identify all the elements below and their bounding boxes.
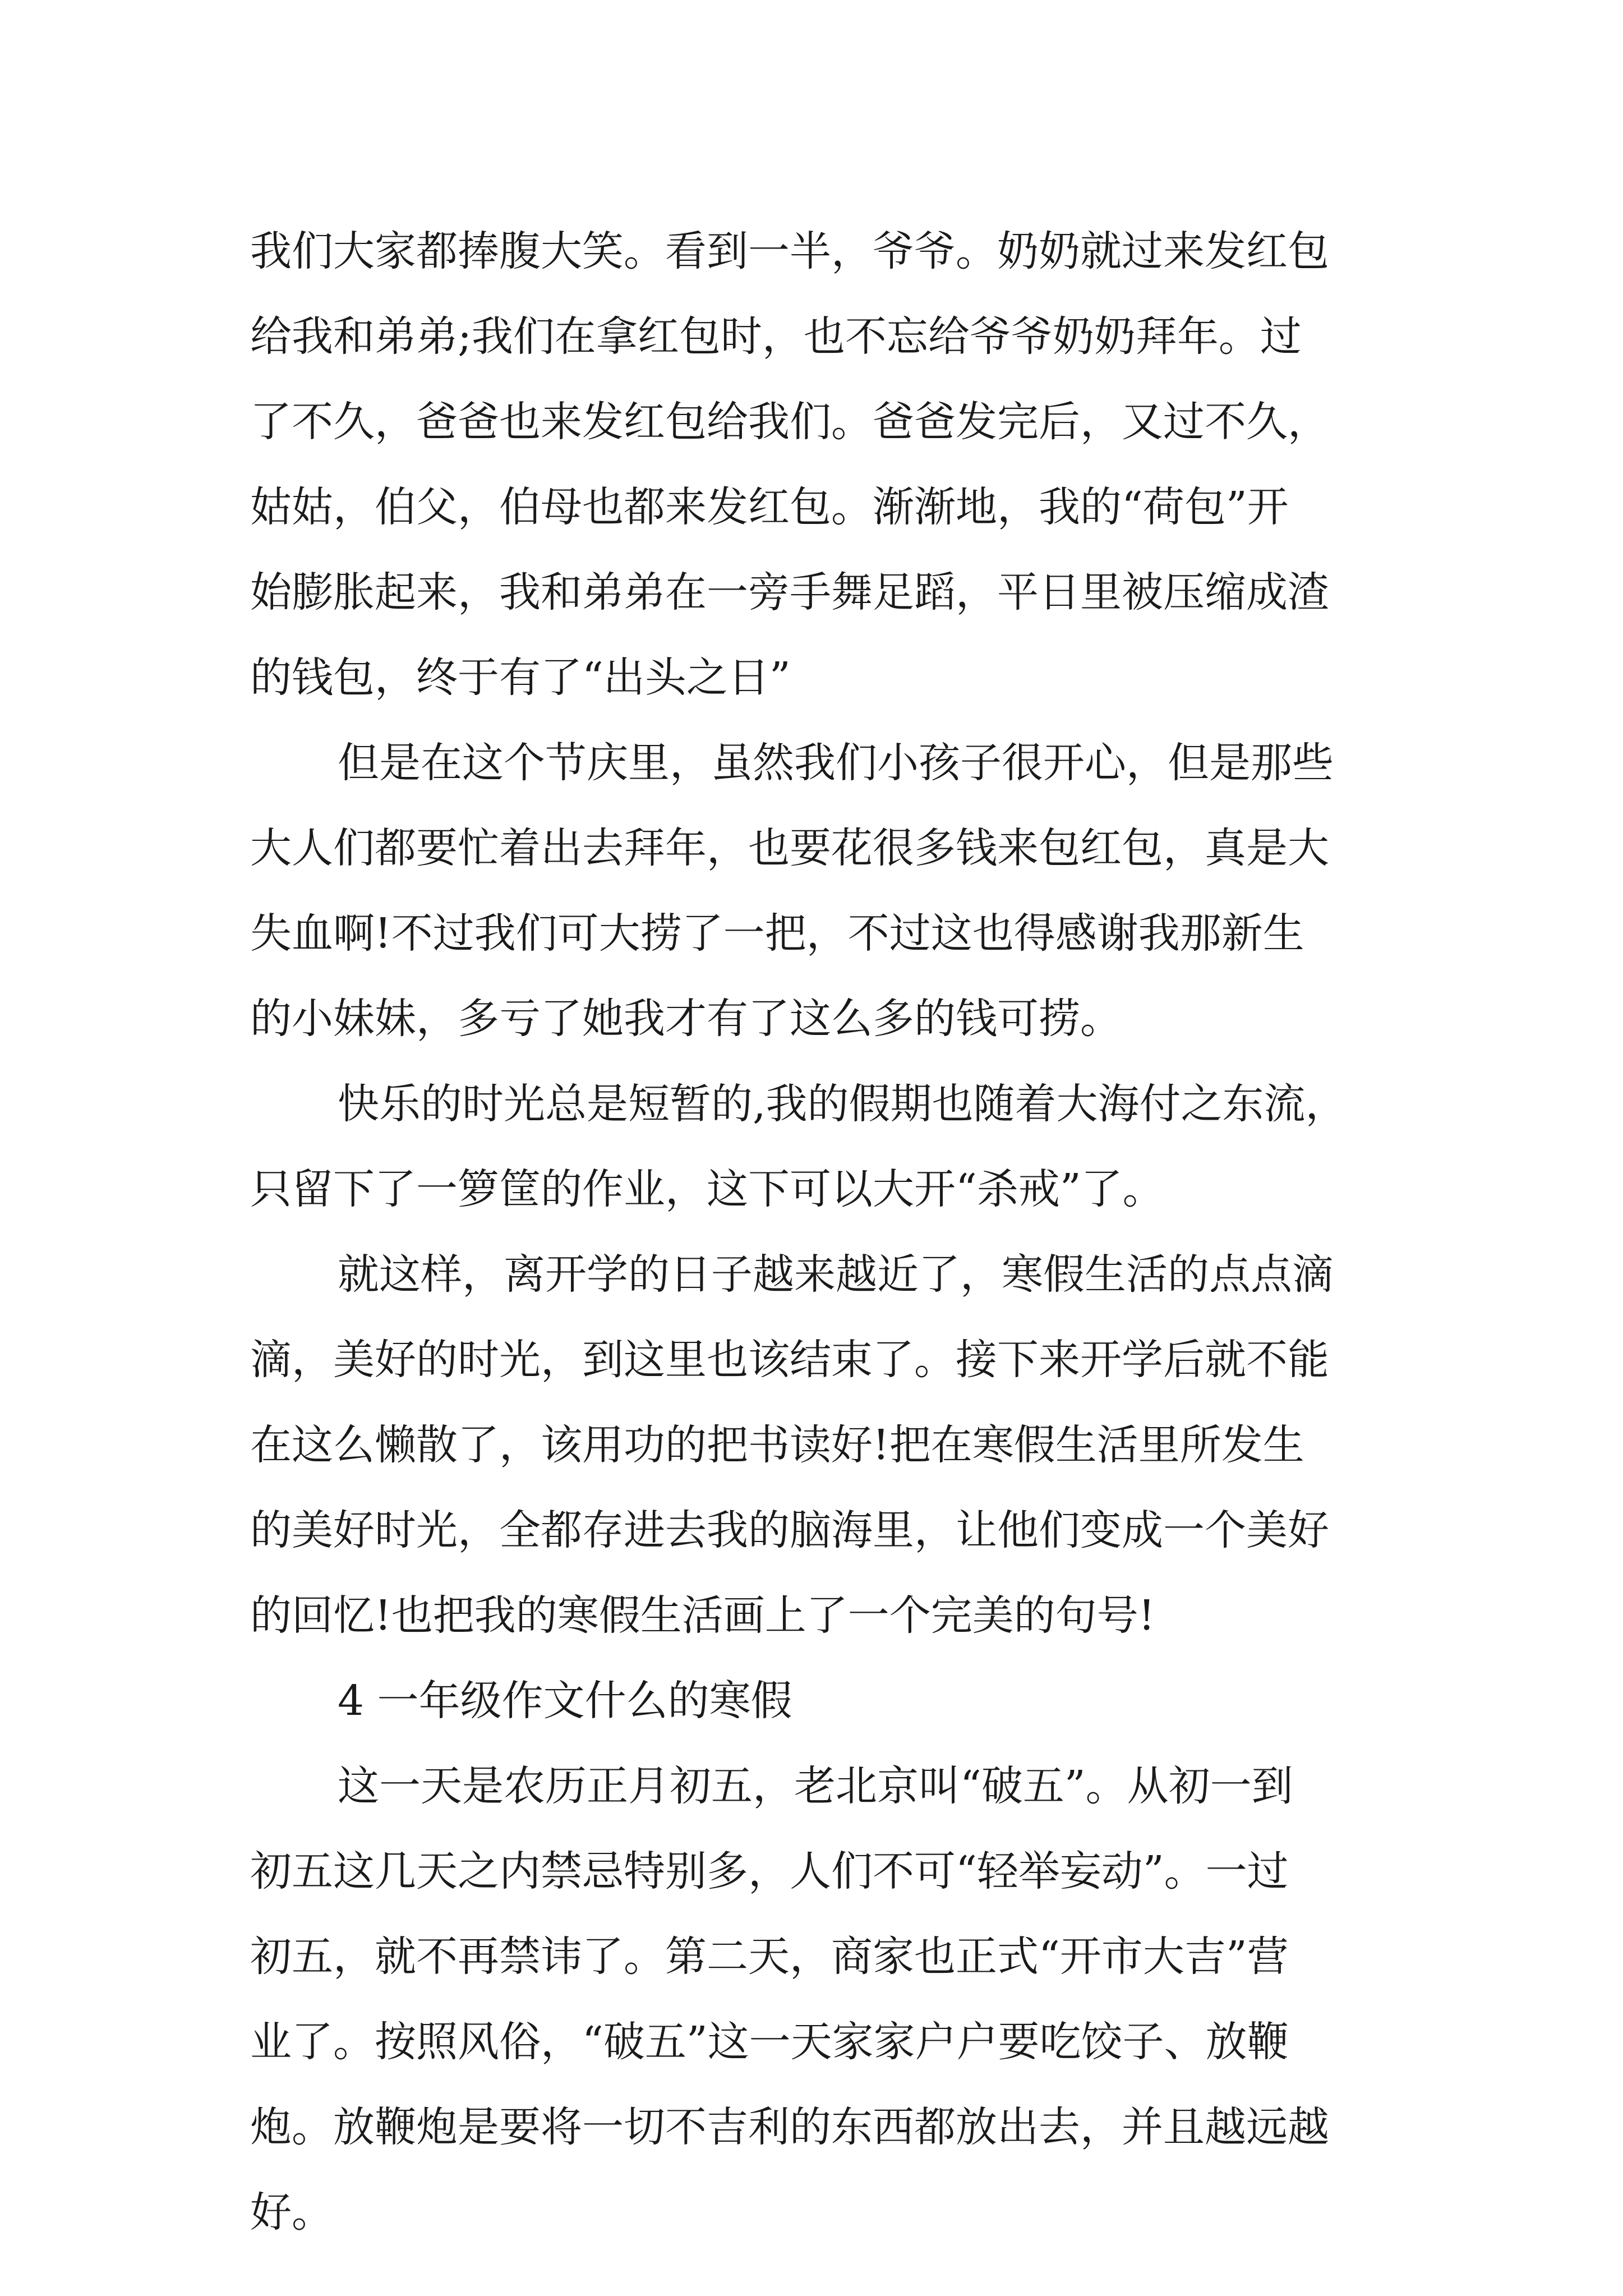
text-line: 失血啊!不过我们可大捞了一把，不过这也得感谢我那新生: [250, 909, 1304, 958]
text-line: 在这么懒散了，该用功的把书读好!把在寒假生活里所发生: [250, 1421, 1304, 1469]
text-line: 的美好时光，全都存进去我的脑海里，让他们变成一个美好: [250, 1506, 1329, 1554]
text-line: 初五这几天之内禁忌特别多，人们不可“轻举妄动”。一过: [250, 1847, 1289, 1895]
text-line: 好。: [250, 2188, 333, 2237]
text-line: 只留下了一箩筐的作业，这下可以大开“杀戒”了。: [250, 1165, 1164, 1213]
paragraph-first-line: 这一天是农历正月初五，老北京叫“破五”。从初一到: [338, 1762, 1293, 1810]
text-line: 业了。按照风俗，“破五”这一天家家户户要吃饺子、放鞭: [250, 2018, 1289, 2066]
text-line: 炮。放鞭炮是要将一切不吉利的东西都放出去，并且越远越: [250, 2103, 1329, 2151]
text-line: 的回忆!也把我的寒假生活画上了一个完美的句号!: [250, 1591, 1155, 1640]
text-line: 给我和弟弟;我们在拿红包时，也不忘给爷爷奶奶拜年。过: [250, 312, 1302, 361]
text-line: 始膨胀起来，我和弟弟在一旁手舞足蹈，平日里被压缩成渣: [250, 568, 1329, 616]
paragraph-first-line: 快乐的时光总是短暂的,我的假期也随着大海付之东流，: [338, 1080, 1347, 1128]
document-body: [250, 209, 1394, 2255]
text-line: 的钱包，终于有了“出头之日”: [250, 654, 791, 702]
text-line: 我们大家都捧腹大笑。看到一半，爷爷。奶奶就过来发红包: [250, 227, 1329, 275]
paragraph-first-line: 就这样，离开学的日子越来越近了，寒假生活的点点滴: [338, 1250, 1334, 1299]
text-line: 大人们都要忙着出去拜年，也要花很多钱来包红包，真是大: [250, 824, 1329, 872]
text-line: 了不久，爸爸也来发红包给我们。爸爸发完后，又过不久，: [250, 398, 1329, 446]
text-line: 滴，美好的时光，到这里也该结束了。接下来开学后就不能: [250, 1336, 1329, 1384]
text-line: 姑姑，伯父，伯母也都来发红包。渐渐地，我的“荷包”开: [250, 483, 1289, 531]
text-line: 初五，就不再禁讳了。第二天，商家也正式“开市大吉”营: [250, 1932, 1289, 1981]
section-heading: 4 一年级作文什么的寒假: [338, 1677, 792, 1725]
text-line: 的小妹妹，多亏了她我才有了这么多的钱可捞。: [250, 995, 1122, 1043]
paragraph-first-line: 但是在这个节庆里，虽然我们小孩子很开心，但是那些: [338, 739, 1334, 787]
